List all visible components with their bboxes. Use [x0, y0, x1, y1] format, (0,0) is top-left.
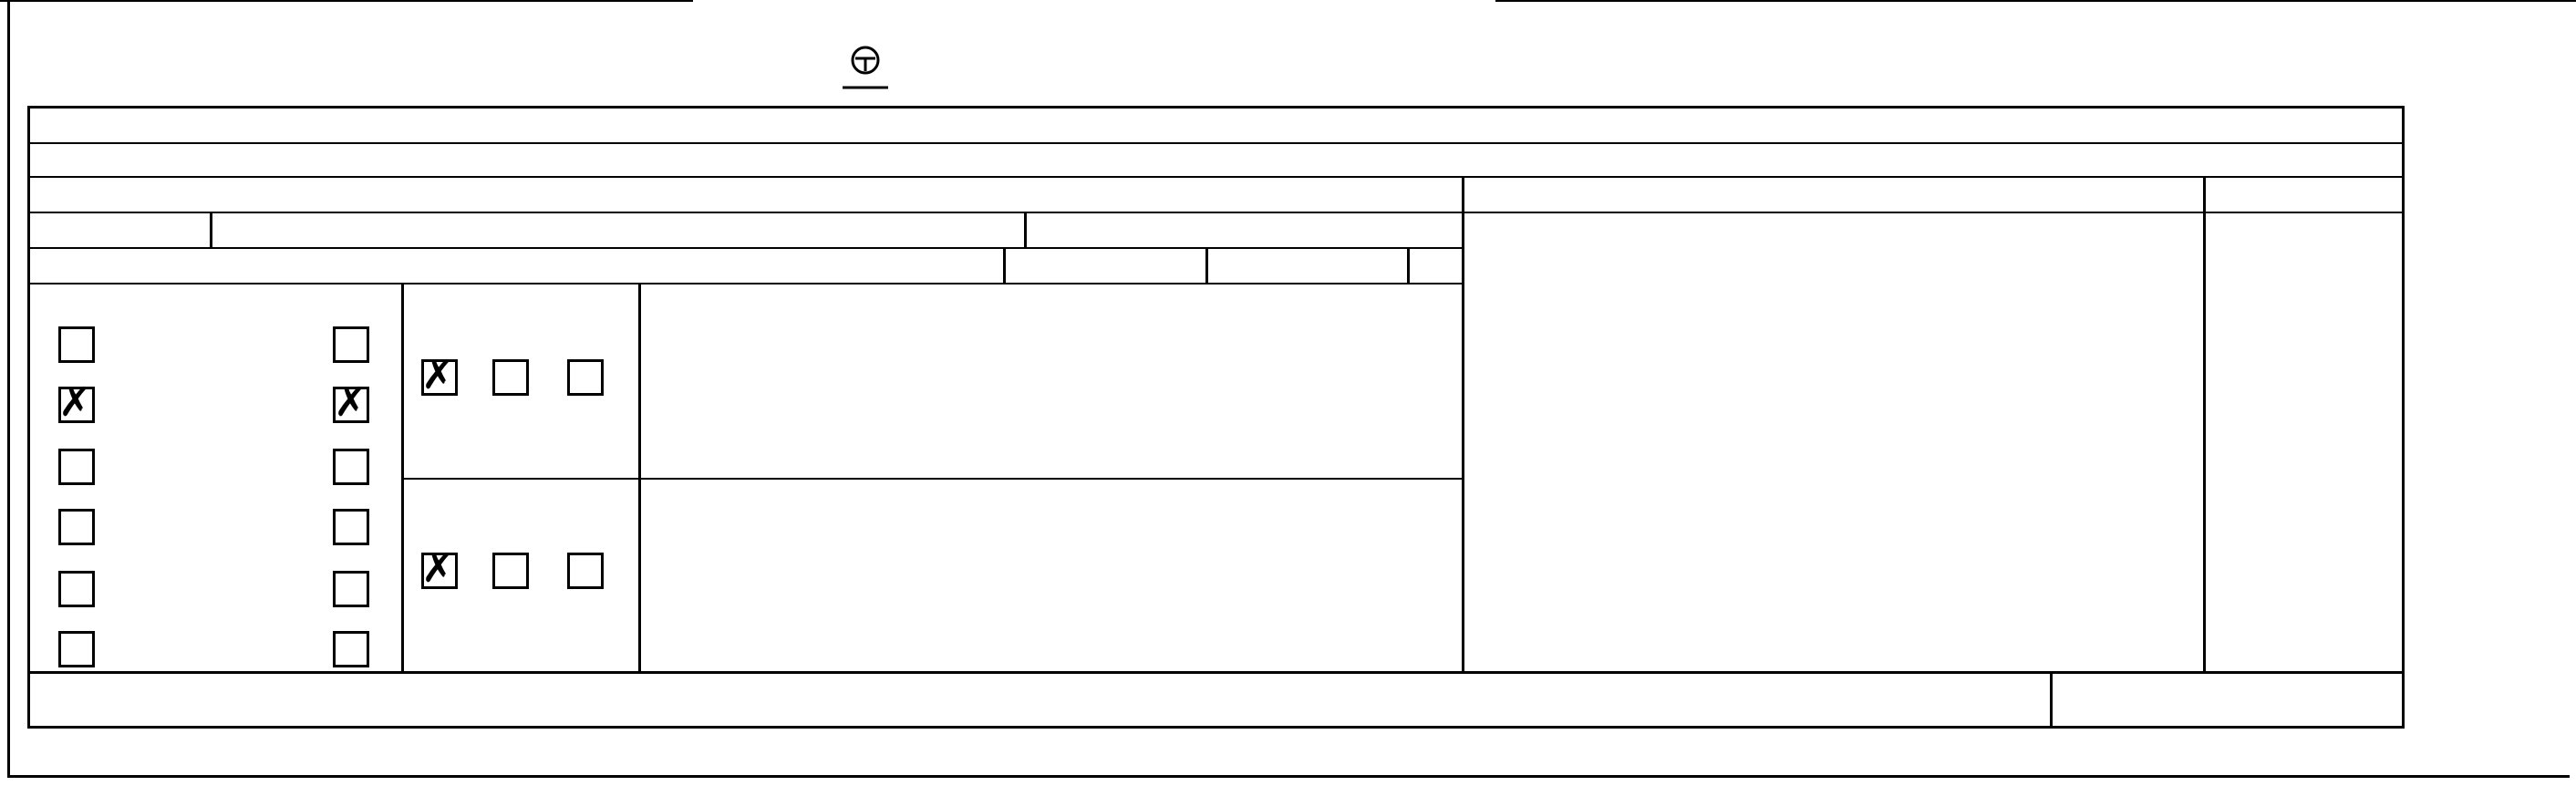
v1-checkmark-icon: ✗: [58, 379, 92, 426]
month-checkmark-icon: ✗: [421, 545, 455, 592]
v2-checkbox[interactable]: [333, 509, 369, 545]
tracking-barcode: [1498, 35, 2228, 91]
month-checkbox[interactable]: [567, 553, 604, 589]
certipostal-logo: [837, 40, 894, 97]
v2-checkbox[interactable]: [333, 326, 369, 363]
v2-checkmark-icon: ✗: [334, 379, 367, 426]
v2-checkbox[interactable]: [333, 571, 369, 607]
v1-checkbox[interactable]: [58, 571, 95, 607]
v2-checkbox[interactable]: [333, 631, 369, 667]
v1-checkbox[interactable]: [58, 326, 95, 363]
month-checkbox[interactable]: [492, 359, 529, 396]
v1-checkbox[interactable]: [58, 449, 95, 485]
v1-checkbox[interactable]: [58, 509, 95, 545]
month-checkmark-icon: ✗: [421, 352, 455, 398]
month-checkbox[interactable]: [567, 359, 604, 396]
certipostal-logo-icon: [837, 40, 894, 97]
v1-checkbox[interactable]: [58, 631, 95, 667]
v2-checkbox[interactable]: [333, 449, 369, 485]
month-checkbox[interactable]: [492, 553, 529, 589]
